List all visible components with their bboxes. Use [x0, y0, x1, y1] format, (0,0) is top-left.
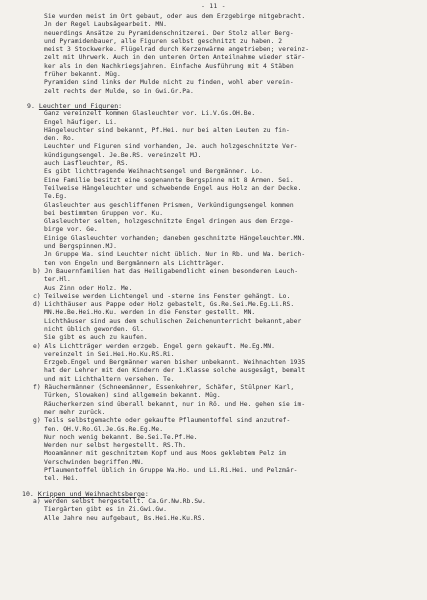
- section-title: Krippen und Weihnachtsberge: [37, 489, 145, 498]
- text-line: a) werden selbst hergestellt. Ca.Gr.Nw.Rb.Sw.: [33, 497, 206, 505]
- text-line: Jn der Regel Laubsägearbeit. MN.: [44, 21, 167, 29]
- section-number: 10.: [22, 489, 38, 498]
- text-line: Einige Glasleuchter vorhanden; daneben geschnitzte Hängeleuchter.MN.: [44, 234, 306, 242]
- text-line: zelt rechts der Mulde, so in Gwi.Gr.Pa.: [44, 87, 194, 95]
- section-heading: 9. Leuchter und Figuren:: [27, 101, 123, 110]
- text-line: Leuchter und Figuren sind vorhanden, Je. auch holzgeschnitzte Ver-: [44, 143, 298, 151]
- text-line: f) Räuchermänner (Schneemänner, Essenkehrer, Schäfer, Stülpner Karl,: [33, 384, 295, 392]
- text-line: und Bergspinnen.MJ.: [44, 243, 117, 251]
- text-line: MN.He.Be.Hei.Ho.Ku. werden in die Fenster gestellt. MN.: [44, 309, 256, 317]
- text-line: zelt mit Uhrwerk. Auch in den unteren Orten Anteilnahme wieder stär-: [44, 54, 306, 62]
- text-line: g) Teils selbstgemachte oder gekaufte Pflaumentoffel sind anzutref-: [33, 417, 291, 425]
- text-line: b) Jn Bauernfamilien hat das Heiligabendlicht einen besonderen Leuch-: [33, 267, 299, 275]
- text-line: hat der Lehrer mit den Kindern der 1.Klasse solche ausgesägt, bemalt: [44, 367, 306, 375]
- text-line: Tiergärten gibt es in Zi.Gwi.Gw.: [44, 506, 167, 514]
- text-line: Pflaumentoffel üblich in Gruppe Wa.Ho. und Li.Ri.Hei. und Pelzmär-: [44, 467, 298, 475]
- text-line: den. Ro.: [44, 135, 75, 143]
- text-line: Mooamänner mit geschnitztem Kopf und aus Moos geklebtem Pelz im: [44, 450, 286, 458]
- text-line: Hängeleuchter sind bekannt, Pf.Hei. nur bei alten Leuten zu fin-: [44, 126, 290, 134]
- text-line: Werden nur selbst hergestellt. RS.Th.: [44, 442, 187, 450]
- text-line: ter.Hl.: [44, 276, 71, 284]
- text-line: Pyramiden sind links der Mulde nicht zu finden, wohl aber verein-: [44, 79, 294, 87]
- text-line: und Pyramidenbauer, alle Figuren selbst geschnitzt zu haben. 2: [44, 37, 283, 45]
- text-line: mer mehr zurück.: [44, 408, 106, 416]
- text-line: Lichthäuser sind aus dem schulischen Zeichenunterricht bekannt,aber: [44, 317, 302, 325]
- text-line: auch Lasfleuchter, RS.: [44, 160, 129, 168]
- text-line: ker als in den Nachkriegsjahren. Einfache Ausführung mit 4 Stäben: [44, 62, 294, 70]
- text-line: Verschwinden begriffen.MN.: [44, 458, 144, 466]
- text-line: Teilweise Hängeleuchter und schwebende Engel aus Holz an der Decke.: [44, 184, 302, 192]
- text-body: [0, 13, 427, 523]
- section-number: 9.: [27, 101, 39, 110]
- text-line: und mit Lichthaltern versehen. Te.: [44, 375, 175, 383]
- section-heading: 10. Krippen und Weihnachtsberge:: [22, 489, 149, 498]
- text-line: birge vor. Ge.: [44, 226, 98, 234]
- text-line: tel. Hei.: [44, 475, 79, 483]
- text-line: nicht üblich geworden. Gl.: [44, 325, 144, 333]
- text-line: Te.Eg.: [44, 193, 68, 201]
- text-line: Glasleuchter aus geschliffenen Prismen, Verkündigungsengel kommen: [44, 201, 294, 209]
- text-line: Eine Familie besitzt eine sogenannte Bergspinne mit 8 Armen. Sei.: [44, 176, 294, 184]
- text-line: kündigungsengel. Je.Be.RS. vereinzelt MJ.: [44, 151, 202, 159]
- text-line: Aus Zinn oder Holz. Me.: [44, 284, 133, 292]
- text-line: Räucherkerzen sind überall bekannt, nur in Rö. und He. gehen sie im-: [44, 400, 306, 408]
- text-line: Sie gibt es auch zu kaufen.: [44, 334, 148, 342]
- text-line: Sie wurden meist im Ort gebaut, oder aus dem Erzgebirge mitgebracht.: [44, 13, 306, 20]
- text-line: früher bekannt. Müg.: [44, 71, 121, 79]
- page-number: - 11 -: [201, 3, 226, 10]
- text-line: vereinzelt in Sei.Hei.Ho.Ku.RS.Ri.: [44, 350, 175, 358]
- text-line: Alle Jahre neu aufgebaut, Bs.Hei.He.Ku.RS.: [44, 514, 206, 522]
- text-line: Es gibt lichttragende Weihnachtsengel und Bergmänner. Lo.: [44, 168, 263, 176]
- text-line: Nur noch wenig bekannt. Be.Sei.Te.Pf.He.: [44, 433, 198, 441]
- text-line: meist 3 Stockwerke. Flügelrad durch Kerzenwärme angetrieben; vereinz-: [44, 46, 310, 54]
- text-line: fen. OH.V.Ro.Gl.Je.Gs.Re.Eg.Me.: [44, 425, 164, 433]
- text-line: bei bestimmten Gruppen vor. Ku.: [44, 209, 164, 217]
- text-line: e) Als Lichtträger werden erzgeb. Engel gern gekauft. Me.Eg.MN.: [33, 342, 275, 350]
- text-line: Erzgeb.Engel und Bergmänner waren bisher unbekannt. Weihnachten 1935: [44, 359, 306, 367]
- text-line: Jn Gruppe Wa. sind Leuchter nicht üblich. Nur in Rb. und Wa. berich-: [44, 251, 306, 259]
- text-line: Ganz vereinzelt kommen Glasleuchter vor. Li.V.Gs.OH.Be.: [44, 110, 256, 118]
- text-line: neuerdings Ansätze zu Pyramidenschnitzerei. Der Stolz aller Berg-: [44, 29, 294, 37]
- text-line: ten von Engeln und Bergmännern als Lichtträger.: [44, 259, 225, 267]
- text-line: c) Teilweise werden Lichtengel und -sterne ins Fenster gehängt. Lo.: [33, 292, 291, 300]
- text-line: d) Lichthäuser aus Pappe oder Holz gebastelt, Gs.Re.Sei.Me.Eg.Li.RS.: [33, 301, 295, 309]
- text-line: Engel häufiger. Li.: [44, 118, 117, 126]
- section-title: Leuchter und Figuren: [38, 101, 119, 110]
- text-line: Glasleuchter selten, holzgeschnitzte Engel dringen aus dem Erzge-: [44, 218, 294, 226]
- text-line: Türken, Slowaken) sind allgemein bekannt. Müg.: [44, 392, 221, 400]
